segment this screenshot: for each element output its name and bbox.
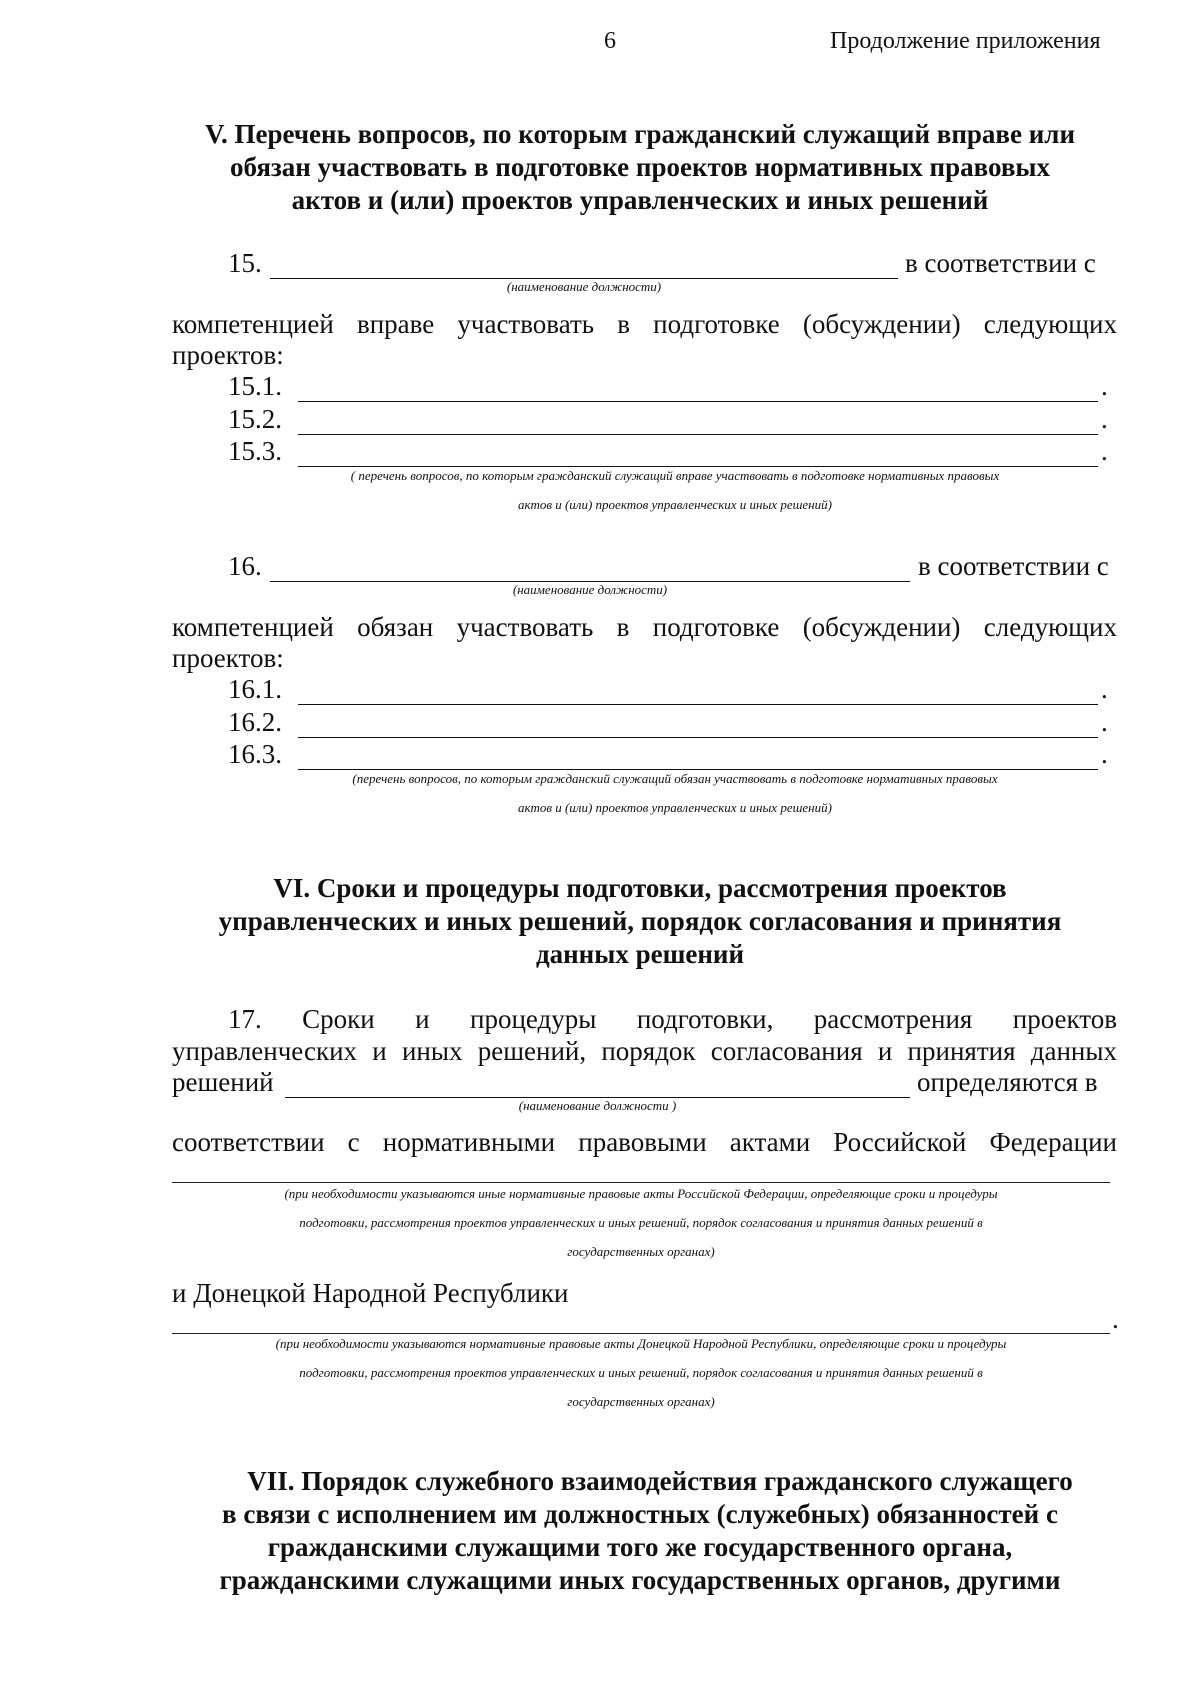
list-caption-16-line-2: актов и (или) проектов управленческих и иных решений) bbox=[518, 800, 832, 815]
section-7-title-line-4: гражданскими служащими иных государственных органов, другими bbox=[219, 1565, 1061, 1595]
item-16-2-line[interactable] bbox=[298, 737, 1098, 738]
dnr-acts-caption-line-3: государственных органах) bbox=[567, 1394, 715, 1409]
section-5-title-line-2: обязан участвовать в подготовке проектов нормативных правовых bbox=[230, 152, 1050, 182]
section-7-title-line-3: гражданскими служащими того же государственного органа, bbox=[267, 1532, 1013, 1562]
position-caption-17: (наименование должности ) bbox=[518, 1098, 677, 1113]
section-6-title-line-3: данных решений bbox=[535, 939, 745, 969]
section-5-title-line-1: V. Перечень вопросов, по которым гражданский служащий вправе или bbox=[205, 119, 1075, 149]
page-number: 6 bbox=[604, 28, 616, 54]
dnr-acts-caption-line-2: подготовки, рассмотрения проектов управленческих и иных решений, порядок согласования и принятия данных решений в bbox=[299, 1365, 983, 1380]
paragraph-17-line-3-start: решений bbox=[172, 1067, 274, 1097]
item-16-3-dot: . bbox=[1101, 739, 1108, 769]
paragraph-15-number: 15. bbox=[228, 248, 262, 278]
paragraph-17-line-4: соответствии с нормативными правовыми актами Российской Федерации bbox=[172, 1127, 1117, 1157]
section-7-title-line-1: VII. Порядок служебного взаимодействия гражданского служащего bbox=[247, 1466, 1073, 1496]
item-15-1-dot: . bbox=[1101, 371, 1108, 401]
list-caption-15-line-1: ( перечень вопросов, по которым гражданский служащий вправе участвовать в подготовке нормативных правовых bbox=[350, 468, 1000, 483]
list-caption-16-line-1: (перечень вопросов, по которым гражданский служащий обязан участвовать в подготовке нормативных правовых bbox=[352, 771, 998, 786]
item-15-1-label: 15.1. bbox=[228, 371, 282, 401]
paragraph-16-text-2: проектов: bbox=[172, 643, 284, 673]
item-15-3-label: 15.3. bbox=[228, 436, 282, 466]
item-16-3-label: 16.3. bbox=[228, 739, 282, 769]
paragraph-16-text: компетенцией обязан участвовать в подготовке (обсуждении) следующих bbox=[172, 612, 1117, 642]
item-16-3-line[interactable] bbox=[298, 769, 1098, 770]
section-7-title-line-2: в связи с исполнением им должностных (служебных) обязанностей с bbox=[222, 1499, 1058, 1529]
dnr-acts-dot: . bbox=[1112, 1304, 1119, 1334]
item-16-2-label: 16.2. bbox=[228, 707, 282, 737]
paragraph-16-number: 16. bbox=[228, 551, 262, 581]
rf-acts-caption-line-1: (при необходимости указываются иные нормативные правовые акты Российской Федерации, определяющие сроки и процедуры bbox=[284, 1186, 998, 1201]
paragraph-17-line-1: 17. Сроки и процедуры подготовки, рассмотрения проектов bbox=[228, 1004, 1117, 1034]
paragraph-17-line-5: и Донецкой Народной Республики bbox=[172, 1278, 569, 1308]
position-caption-15: (наименование должности) bbox=[506, 279, 662, 294]
rf-acts-caption-line-2: подготовки, рассмотрения проектов управленческих и иных решений, порядок согласования и принятия данных решений в bbox=[299, 1215, 983, 1230]
section-6-title-line-2: управленческих и иных решений, порядок согласования и принятия bbox=[218, 906, 1062, 936]
rf-acts-caption-line-3: государственных органах) bbox=[567, 1244, 715, 1259]
item-16-2-dot: . bbox=[1101, 707, 1108, 737]
item-16-1-line[interactable] bbox=[298, 704, 1098, 705]
paragraph-17-line-3-end: определяются в bbox=[917, 1067, 1098, 1097]
item-15-1-line[interactable] bbox=[298, 401, 1098, 402]
paragraph-15-text: компетенцией вправе участвовать в подготовке (обсуждении) следующих bbox=[172, 309, 1117, 339]
item-16-1-dot: . bbox=[1101, 674, 1108, 704]
item-15-3-dot: . bbox=[1101, 436, 1108, 466]
item-16-1-label: 16.1. bbox=[228, 674, 282, 704]
item-15-3-line[interactable] bbox=[298, 466, 1098, 467]
paragraph-15-text-2: проектов: bbox=[172, 340, 284, 370]
paragraph-17-line-2: управленческих и иных решений, порядок согласования и принятия данных bbox=[172, 1036, 1117, 1066]
section-5-title-line-3: актов и (или) проектов управленческих и иных решений bbox=[291, 185, 989, 215]
item-15-2-line[interactable] bbox=[298, 434, 1098, 435]
dnr-acts-caption-line-1: (при необходимости указываются нормативные правовые акты Донецкой Народной Республики, определяющие сроки и процедуры bbox=[275, 1336, 1007, 1351]
item-15-2-dot: . bbox=[1101, 404, 1108, 434]
continuation-note: Продолжение приложения bbox=[830, 28, 1101, 54]
section-6-title-line-1: VI. Сроки и процедуры подготовки, рассмотрения проектов bbox=[273, 873, 1007, 903]
paragraph-15-after: в соответствии с bbox=[905, 248, 1096, 278]
item-15-2-label: 15.2. bbox=[228, 404, 282, 434]
list-caption-15-line-2: актов и (или) проектов управленческих и иных решений) bbox=[518, 497, 832, 512]
rf-acts-fill-line[interactable] bbox=[172, 1182, 1110, 1183]
paragraph-16-after: в соответствии с bbox=[918, 551, 1109, 581]
position-caption-16: (наименование должности) bbox=[512, 582, 668, 597]
dnr-acts-fill-line[interactable] bbox=[172, 1333, 1110, 1334]
